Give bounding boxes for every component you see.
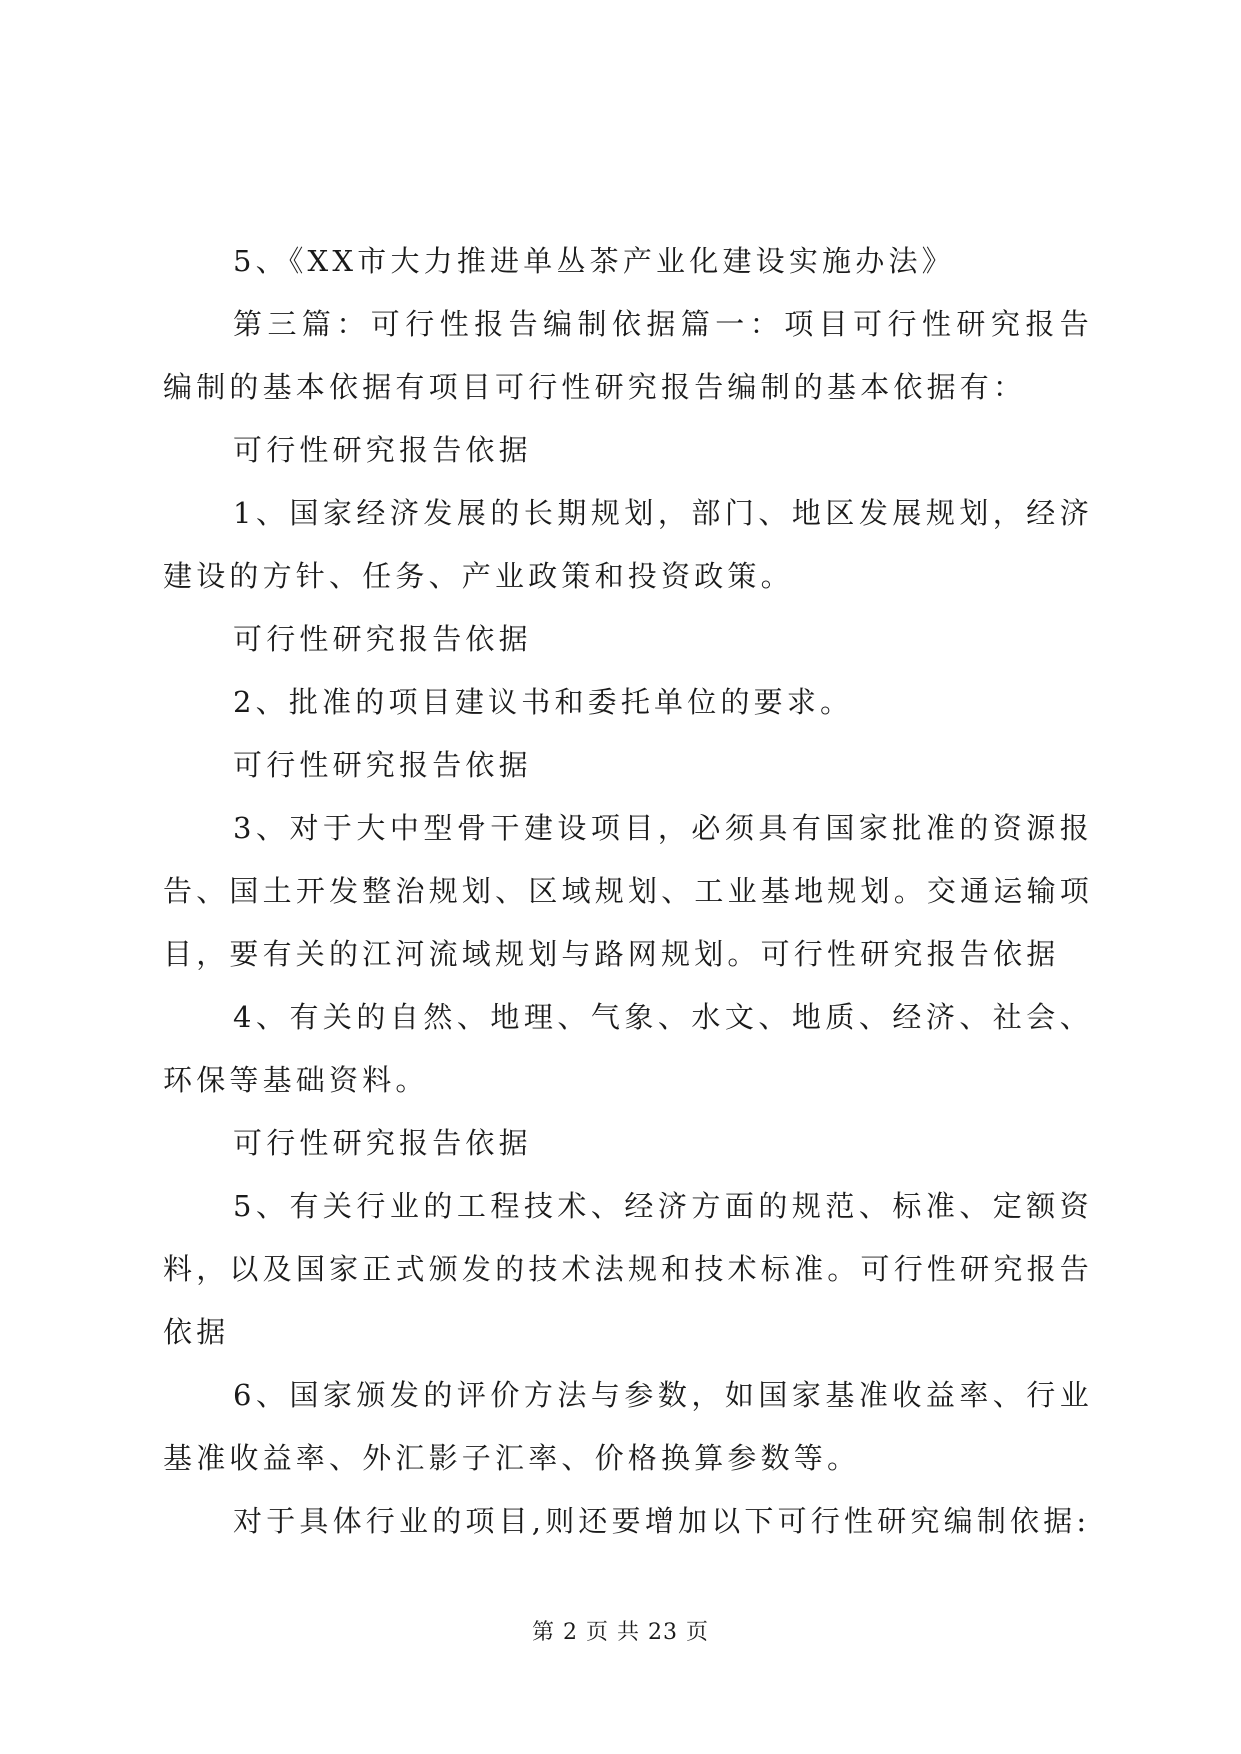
paragraph-item-5-measures: 5、《XX市大力推进单丛茶产业化建设实施办法》 [233, 244, 955, 278]
paragraph-basis-label: 可行性研究报告依据 [233, 433, 532, 467]
paragraph-basis-1: 1、国家经济发展的长期规划，部门、地区发展规划，经济建设的方针、任务、产业政策和投资政策。 [163, 496, 1093, 593]
paragraph-basis-6: 6、国家颁发的评价方法与参数，如国家基准收益率、行业基准收益率、外汇影子汇率、价格换算参数等。 [163, 1378, 1093, 1475]
paragraph-industry-specific-basis: 对于具体行业的项目,则还要增加以下可行性研究编制依据: [233, 1504, 1091, 1538]
paragraph-basis-label: 可行性研究报告依据 [233, 622, 532, 656]
page-number-footer: 第 2 页 共 23 页 [532, 1620, 709, 1645]
paragraph-basis-5: 5、有关行业的工程技术、经济方面的规范、标准、定额资料，以及国家正式颁发的技术法规和技术标准。可行性研究报告依据 [163, 1189, 1093, 1349]
paragraph-basis-3: 3、对于大中型骨干建设项目，必须具有国家批准的资源报告、国土开发整治规划、区域规划、工业基地规划。交通运输项目，要有关的江河流域规划与路网规划。可行性研究报告依据 [163, 811, 1093, 971]
paragraph-basis-2: 2、批准的项目建议书和委托单位的要求。 [233, 685, 854, 719]
document-body [163, 230, 1093, 1553]
paragraph-basis-label: 可行性研究报告依据 [233, 748, 532, 782]
paragraph-basis-label: 可行性研究报告依据 [233, 1126, 532, 1160]
paragraph-chapter-three-heading: 第三篇：可行性报告编制依据篇一：项目可行性研究报告编制的基本依据有项目可行性研究报告编制的基本依据有： [163, 307, 1093, 404]
paragraph-basis-4: 4、有关的自然、地理、气象、水文、地质、经济、社会、环保等基础资料。 [163, 1000, 1093, 1097]
